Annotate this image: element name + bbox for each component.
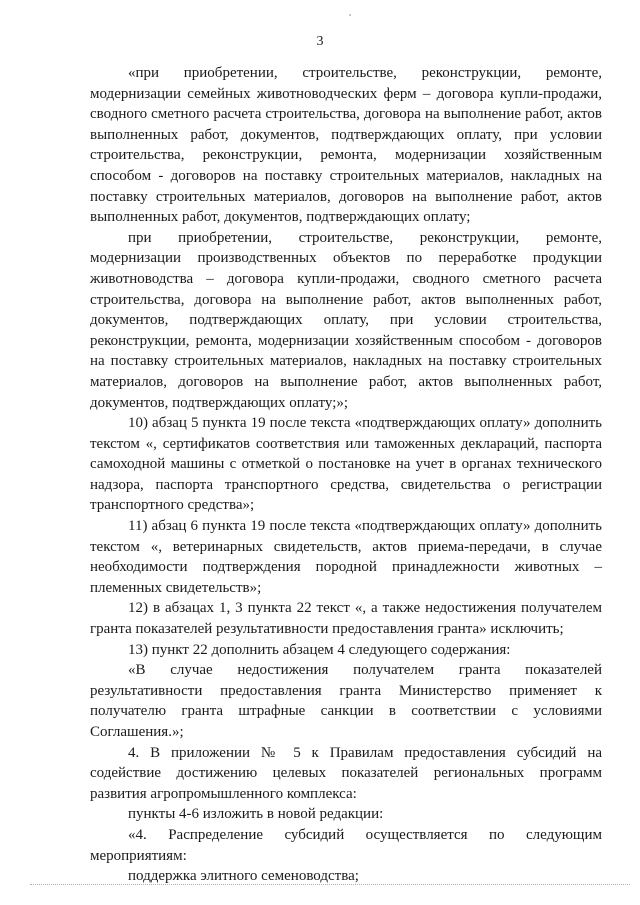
paragraph-2: при приобретении, строительстве, реконструкции, ремонте, модернизации производственных объектов по переработке продукции животноводства – договора купли-продажи, сводного сметного расчета строительства, договора на выполнение работ, актов выполненных работ, документов, подтверждающих оплату, при условии строительства, реконструкции, ремонта, модернизации хозяйственным способом - договоров на поставку строительных материалов, накладных на поставку строительных материалов, договоров на выполнение работ, актов выполненных работ, документов, подтверждающих оплату;»; xyxy=(90,229,602,411)
page-number: 3 xyxy=(316,34,324,49)
paragraph-4: 11) абзац 6 пункта 19 после текста «подтверждающих оплату» дополнить текстом «, ветеринарных свидетельств, актов приема-передачи, в случае необходимости подтверждения породной принадлежности животных – племенных свидетельств»; xyxy=(90,518,602,596)
paragraph-7: «В случае недостижения получателем гранта показателей результативности предоставления гранта Министерство применяет к получателю гранта штрафные санкции в соответствии с условиями Соглашения.»; xyxy=(90,662,602,740)
paragraph-1: «при приобретении, строительстве, реконструкции, ремонте, модернизации семейных животноводческих ферм – договора купли-продажи, сводного сметного расчета строительства, договора на выполнение работ, актов выполненных работ, документов, подтверждающих оплату, при условии строительства, реконструкции, ремонта, модернизации хозяйственным способом - договоров на поставку строительных материалов, накладных на поставку строительных материалов, договоров на выполнение работ, актов выполненных работ, документов, подтверждающих оплату; xyxy=(90,65,602,226)
paragraph-10: «4. Распределение субсидий осуществляется по следующим мероприятиям: xyxy=(90,826,602,864)
paragraph-3: 10) абзац 5 пункта 19 после текста «подтверждающих оплату» дополнить текстом «, сертификатов соответствия или таможенных деклараций, паспорта самоходной машины с отметкой о постановке на учет в органах технического надзора, паспорта транспортного средства, свидетельства о регистрации транспортного средства»; xyxy=(90,415,602,514)
paragraph-11: поддержка элитного семеноводства; xyxy=(128,868,359,885)
paragraph-8: 4. В приложении № 5 к Правилам предоставления субсидий на содействие достижению целевых показателей региональных программ развития агропромышленного комплекса: xyxy=(90,744,602,802)
paragraph-5: 12) в абзацах 1, 3 пункта 22 текст «, а также недостижения получателем гранта показателей результативности предоставления гранта» исключить; xyxy=(90,600,602,638)
footer-dotted-line xyxy=(30,884,630,887)
paragraph-9: пункты 4-6 изложить в новой редакции: xyxy=(128,806,384,823)
scan-mark xyxy=(349,14,351,16)
paragraph-6: 13) пункт 22 дополнить абзацем 4 следующего содержания: xyxy=(128,641,511,658)
document-body xyxy=(90,63,602,887)
